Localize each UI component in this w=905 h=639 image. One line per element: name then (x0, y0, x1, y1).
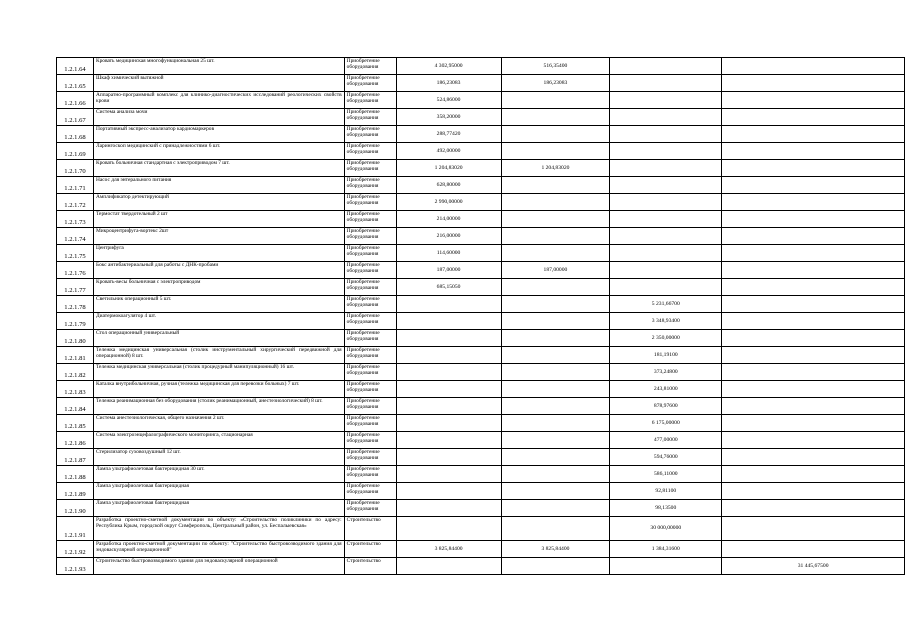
value-col-3: 98,13500 (610, 500, 722, 517)
value-col-4 (722, 143, 905, 160)
value-col-1 (396, 517, 501, 541)
value-col-3 (610, 109, 722, 126)
value-col-3: 5 231,66700 (610, 296, 722, 313)
item-name: Ларингоскоп медицинский с принадлежностями 6 шт. (93, 143, 344, 160)
value-col-2 (501, 449, 610, 466)
value-col-1: 216,00000 (396, 228, 501, 245)
row-number: 1.2.1.88 (57, 466, 94, 483)
value-col-1 (396, 449, 501, 466)
table-row (57, 75, 905, 92)
value-col-1 (396, 483, 501, 500)
value-col-1: 214,00000 (396, 211, 501, 228)
value-col-2 (501, 313, 610, 330)
value-col-1: 628,80000 (396, 177, 501, 194)
row-number: 1.2.1.74 (57, 228, 94, 245)
expense-type: Приобретение оборудования (344, 228, 396, 245)
table-row (57, 143, 905, 160)
table-row (57, 160, 905, 177)
row-number: 1.2.1.83 (57, 381, 94, 398)
value-col-4 (722, 109, 905, 126)
value-col-2 (501, 143, 610, 160)
value-col-3 (610, 143, 722, 160)
value-col-1 (396, 500, 501, 517)
expense-type: Приобретение оборудования (344, 160, 396, 177)
row-number: 1.2.1.73 (57, 211, 94, 228)
value-col-4 (722, 483, 905, 500)
expense-type: Приобретение оборудования (344, 381, 396, 398)
expense-type: Строительство (344, 517, 396, 541)
table-row (57, 432, 905, 449)
value-col-4 (722, 330, 905, 347)
row-number: 1.2.1.72 (57, 194, 94, 211)
value-col-1: 685,15050 (396, 279, 501, 296)
row-number: 1.2.1.67 (57, 109, 94, 126)
item-name: Лампа ультрафиолетовая бактерицидная (93, 500, 344, 517)
value-col-4 (722, 313, 905, 330)
value-col-1: 114,60000 (396, 245, 501, 262)
expense-type: Приобретение оборудования (344, 415, 396, 432)
value-col-3 (610, 211, 722, 228)
table-row (57, 541, 905, 558)
value-col-4: 31 445,67500 (722, 558, 905, 575)
item-name: Лампа ультрафиолетовая бактерицидная (93, 483, 344, 500)
table-row (57, 466, 905, 483)
value-col-1 (396, 313, 501, 330)
value-col-2 (501, 228, 610, 245)
value-col-1: 3 825,84400 (396, 541, 501, 558)
value-col-1 (396, 432, 501, 449)
expense-type: Приобретение оборудования (344, 296, 396, 313)
table-row (57, 364, 905, 381)
value-col-3: 477,00000 (610, 432, 722, 449)
value-col-1 (396, 330, 501, 347)
table-row (57, 517, 905, 541)
table-row (57, 500, 905, 517)
table-row (57, 449, 905, 466)
table-row (57, 245, 905, 262)
value-col-3 (610, 245, 722, 262)
table-row (57, 194, 905, 211)
value-col-2 (501, 483, 610, 500)
expense-type: Приобретение оборудования (344, 58, 396, 75)
value-col-4 (722, 517, 905, 541)
table-row (57, 92, 905, 109)
value-col-3 (610, 194, 722, 211)
value-col-2: 1 204,83020 (501, 160, 610, 177)
value-col-4 (722, 279, 905, 296)
table-body (57, 58, 905, 575)
expense-type: Приобретение оборудования (344, 245, 396, 262)
value-col-4 (722, 245, 905, 262)
item-name: Разработка проектно-сметной документации по объекту: "Строительство быстровозводимого здания для эндоваскулярной операционной" (93, 541, 344, 558)
expense-type: Приобретение оборудования (344, 279, 396, 296)
item-name: Насос для энтерального питания (93, 177, 344, 194)
value-col-2 (501, 364, 610, 381)
value-col-4 (722, 194, 905, 211)
item-name: Термостат твердотельный 2 шт (93, 211, 344, 228)
value-col-3 (610, 558, 722, 575)
value-col-2 (501, 381, 610, 398)
item-name: Диатермокоагулятор 4 шт. (93, 313, 344, 330)
row-number: 1.2.1.93 (57, 558, 94, 575)
table-row (57, 381, 905, 398)
expense-type: Приобретение оборудования (344, 75, 396, 92)
value-col-4 (722, 381, 905, 398)
value-col-3: 586,11000 (610, 466, 722, 483)
expense-type: Строительство (344, 541, 396, 558)
value-col-1: 1 204,83020 (396, 160, 501, 177)
value-col-1: 186,23083 (396, 75, 501, 92)
value-col-3: 594,76000 (610, 449, 722, 466)
value-col-3 (610, 75, 722, 92)
table-row (57, 58, 905, 75)
table-row (57, 228, 905, 245)
value-col-4 (722, 75, 905, 92)
value-col-2 (501, 211, 610, 228)
expense-type: Приобретение оборудования (344, 109, 396, 126)
value-col-2 (501, 330, 610, 347)
value-col-3 (610, 228, 722, 245)
item-name: Лампа ультрафиолетовая бактерицидная 30 шт. (93, 466, 344, 483)
row-number: 1.2.1.92 (57, 541, 94, 558)
value-col-3: 243,81000 (610, 381, 722, 398)
table-row (57, 262, 905, 279)
value-col-1 (396, 347, 501, 364)
value-col-1: 524,86000 (396, 92, 501, 109)
value-col-1: 187,00000 (396, 262, 501, 279)
value-col-4 (722, 541, 905, 558)
table-row (57, 279, 905, 296)
item-name: Кровать-весы больничная с электроприводом (93, 279, 344, 296)
item-name: Микроцентрифуга-вортекс 2шт (93, 228, 344, 245)
value-col-1 (396, 364, 501, 381)
item-name: Система анестезиологическая, общего назначения 2 шт. (93, 415, 344, 432)
row-number: 1.2.1.77 (57, 279, 94, 296)
row-number: 1.2.1.71 (57, 177, 94, 194)
value-col-2 (501, 194, 610, 211)
row-number: 1.2.1.76 (57, 262, 94, 279)
value-col-2: 516,35400 (501, 58, 610, 75)
row-number: 1.2.1.86 (57, 432, 94, 449)
expense-type: Приобретение оборудования (344, 143, 396, 160)
table-row (57, 177, 905, 194)
row-number: 1.2.1.87 (57, 449, 94, 466)
row-number: 1.2.1.68 (57, 126, 94, 143)
expense-type: Приобретение оборудования (344, 364, 396, 381)
value-col-3: 181,19100 (610, 347, 722, 364)
value-col-2 (501, 245, 610, 262)
value-col-2 (501, 415, 610, 432)
value-col-2 (501, 517, 610, 541)
item-name: Тележка медицинская универсальная (столик инструментальный хирургический передвижной для операционной) 8 шт. (93, 347, 344, 364)
value-col-4 (722, 347, 905, 364)
value-col-3 (610, 177, 722, 194)
expense-type: Приобретение оборудования (344, 177, 396, 194)
value-col-3: 30 000,00000 (610, 517, 722, 541)
row-number: 1.2.1.81 (57, 347, 94, 364)
value-col-2 (501, 466, 610, 483)
value-col-2 (501, 177, 610, 194)
table-row (57, 558, 905, 575)
value-col-1 (396, 381, 501, 398)
value-col-3: 1 384,31600 (610, 541, 722, 558)
item-name: Система анализа мочи (93, 109, 344, 126)
expense-type: Приобретение оборудования (344, 262, 396, 279)
table-row (57, 211, 905, 228)
value-col-3 (610, 160, 722, 177)
value-col-4 (722, 228, 905, 245)
item-name: Каталка внутрибольничная, ручная (тележка медицинская для перевозки больных) 7 шт. (93, 381, 344, 398)
value-col-3: 2 350,00000 (610, 330, 722, 347)
value-col-1 (396, 415, 501, 432)
expense-type: Приобретение оборудования (344, 194, 396, 211)
value-col-2: 186,23083 (501, 75, 610, 92)
value-col-3 (610, 279, 722, 296)
value-col-4 (722, 58, 905, 75)
item-name: Кровать больничная стандартная с электроприводом 7 шт. (93, 160, 344, 177)
value-col-1 (396, 558, 501, 575)
value-col-1: 4 302,95000 (396, 58, 501, 75)
item-name: Бокс антибактериальный для работы с ДНК-пробами (93, 262, 344, 279)
row-number: 1.2.1.78 (57, 296, 94, 313)
row-number: 1.2.1.66 (57, 92, 94, 109)
expense-type: Приобретение оборудования (344, 449, 396, 466)
value-col-2 (501, 279, 610, 296)
value-col-3 (610, 92, 722, 109)
item-name: Стерилизатор суховоздушный 12 шт. (93, 449, 344, 466)
value-col-4 (722, 262, 905, 279)
value-col-4 (722, 364, 905, 381)
value-col-2 (501, 558, 610, 575)
value-col-3: 3 348,93400 (610, 313, 722, 330)
item-name: Разработка проектно-сметной документации по объекту: «Строительство поликлиники по адресу: Республика Крым, городской округ Симферополь, Центральный район, ул. Беспалыевская» (93, 517, 344, 541)
expense-type: Строительство (344, 558, 396, 575)
value-col-2 (501, 92, 610, 109)
expense-type: Приобретение оборудования (344, 432, 396, 449)
value-col-2 (501, 398, 610, 415)
item-name: Тележка реанимационная без оборудования (столик реанимационный, анестезиологический) 8 шт. (93, 398, 344, 415)
table-row (57, 398, 905, 415)
item-name: Тележка медицинская универсальная (столик процедурный манипуляционный) 16 шт. (93, 364, 344, 381)
value-col-2 (501, 347, 610, 364)
row-number: 1.2.1.91 (57, 517, 94, 541)
value-col-2 (501, 500, 610, 517)
item-name: Светильник операционный 5 шт. (93, 296, 344, 313)
expense-type: Приобретение оборудования (344, 500, 396, 517)
expense-type: Приобретение оборудования (344, 466, 396, 483)
value-col-1 (396, 296, 501, 313)
value-col-4 (722, 398, 905, 415)
expense-type: Приобретение оборудования (344, 313, 396, 330)
value-col-4 (722, 500, 905, 517)
value-col-3 (610, 126, 722, 143)
row-number: 1.2.1.85 (57, 415, 94, 432)
item-name: Аппаратно-программный комплекс для клинико-диагностических исследований реологических свойств крови (93, 92, 344, 109)
value-col-1: 358,20000 (396, 109, 501, 126)
row-number: 1.2.1.79 (57, 313, 94, 330)
table-row (57, 296, 905, 313)
item-name: Стол операционный универсальный (93, 330, 344, 347)
expense-type: Приобретение оборудования (344, 330, 396, 347)
expense-type: Приобретение оборудования (344, 92, 396, 109)
table-row (57, 347, 905, 364)
row-number: 1.2.1.75 (57, 245, 94, 262)
value-col-4 (722, 177, 905, 194)
value-col-4 (722, 296, 905, 313)
row-number: 1.2.1.82 (57, 364, 94, 381)
table-row (57, 330, 905, 347)
value-col-4 (722, 449, 905, 466)
row-number: 1.2.1.89 (57, 483, 94, 500)
expense-type: Приобретение оборудования (344, 126, 396, 143)
value-col-1: 288,77420 (396, 126, 501, 143)
table-row (57, 483, 905, 500)
item-name: Амплификатор детектирующий (93, 194, 344, 211)
value-col-1 (396, 398, 501, 415)
value-col-3 (610, 58, 722, 75)
row-number: 1.2.1.64 (57, 58, 94, 75)
value-col-3: 6 175,00000 (610, 415, 722, 432)
expense-type: Приобретение оборудования (344, 347, 396, 364)
value-col-2: 187,00000 (501, 262, 610, 279)
item-name: Центрифуга (93, 245, 344, 262)
value-col-3: 878,97600 (610, 398, 722, 415)
value-col-2 (501, 296, 610, 313)
value-col-4 (722, 211, 905, 228)
value-col-1 (396, 466, 501, 483)
budget-table (56, 57, 905, 575)
item-name: Портативный экспресс-анализатор кардиомаркеров (93, 126, 344, 143)
value-col-4 (722, 160, 905, 177)
table-row (57, 109, 905, 126)
table-row (57, 313, 905, 330)
item-name: Строительство быстровозводимого здания для эндоваскулярной операционной (93, 558, 344, 575)
value-col-2 (501, 126, 610, 143)
value-col-4 (722, 92, 905, 109)
value-col-4 (722, 432, 905, 449)
value-col-1: 492,00000 (396, 143, 501, 160)
value-col-2 (501, 432, 610, 449)
item-name: Кровать медицинская многофункциональная 25 шт. (93, 58, 344, 75)
row-number: 1.2.1.84 (57, 398, 94, 415)
value-col-4 (722, 466, 905, 483)
expense-type: Приобретение оборудования (344, 211, 396, 228)
row-number: 1.2.1.90 (57, 500, 94, 517)
value-col-1: 2 990,00000 (396, 194, 501, 211)
value-col-3: 373,24800 (610, 364, 722, 381)
row-number: 1.2.1.70 (57, 160, 94, 177)
value-col-2: 3 825,84400 (501, 541, 610, 558)
item-name: Система электроэнцефалографического мониторинга, стационарная (93, 432, 344, 449)
item-name: Шкаф химический вытяжной (93, 75, 344, 92)
row-number: 1.2.1.65 (57, 75, 94, 92)
value-col-4 (722, 415, 905, 432)
row-number: 1.2.1.80 (57, 330, 94, 347)
expense-type: Приобретение оборудования (344, 398, 396, 415)
row-number: 1.2.1.69 (57, 143, 94, 160)
value-col-3 (610, 262, 722, 279)
expense-type: Приобретение оборудования (344, 483, 396, 500)
table-row (57, 126, 905, 143)
value-col-2 (501, 109, 610, 126)
table-row (57, 415, 905, 432)
value-col-4 (722, 126, 905, 143)
value-col-3: 92,81100 (610, 483, 722, 500)
